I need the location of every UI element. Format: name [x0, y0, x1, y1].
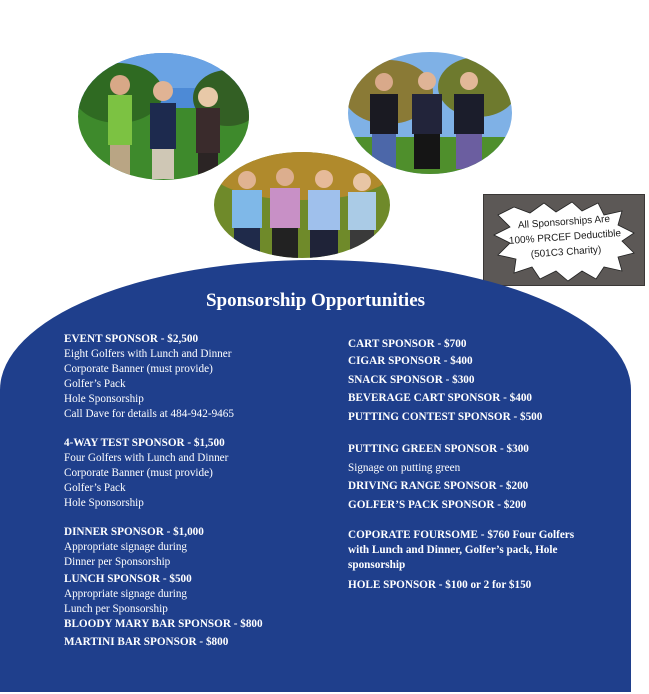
- badge-line: 100% PRCEF Deductible: [508, 228, 622, 247]
- left-column: [64, 332, 334, 650]
- event-sponsor-item: Eight Golfers with Lunch and Dinner: [64, 348, 232, 360]
- event-sponsor-item: Golfer’s Pack: [64, 378, 126, 390]
- event-sponsor-item: Hole Sponsorship: [64, 393, 144, 405]
- page-title: Sponsorship Opportunities: [205, 290, 426, 311]
- golfers-photo-right: [348, 52, 512, 174]
- event-sponsor-item: Corporate Banner (must provide): [64, 363, 213, 375]
- fourway-sponsor-item: Hole Sponsorship: [64, 497, 144, 509]
- badge-text: [499, 211, 632, 265]
- corporate-foursome-line: COPORATE FOURSOME - $760 Four Golfers: [348, 529, 575, 541]
- cart-sponsor: CART SPONSOR - $700: [348, 338, 467, 350]
- fourway-sponsor-item: Corporate Banner (must provide): [64, 467, 213, 479]
- driving-range-sponsor: DRIVING RANGE SPONSOR - $200: [348, 480, 529, 492]
- golfers-pack-sponsor: GOLFER’S PACK SPONSOR - $200: [348, 498, 527, 511]
- corporate-foursome-line: sponsorship: [348, 559, 406, 571]
- lunch-sponsor-heading: LUNCH SPONSOR - $500: [64, 573, 192, 585]
- beverage-cart-sponsor: BEVERAGE CART SPONSOR - $400: [348, 392, 533, 404]
- badge-line: (501C3 Charity): [530, 244, 602, 261]
- snack-sponsor: SNACK SPONSOR - $300: [348, 373, 475, 386]
- putting-contest-sponsor: PUTTING CONTEST SPONSOR - $500: [348, 410, 543, 423]
- badge-line: All Sponsorships Are: [517, 213, 611, 232]
- putting-green-sponsor: PUTTING GREEN SPONSOR - $300: [348, 443, 529, 455]
- event-sponsor-item: Call Dave for details at 484-942-9465: [64, 408, 234, 420]
- fourway-sponsor-item: Four Golfers with Lunch and Dinner: [64, 452, 229, 464]
- cigar-sponsor: CIGAR SPONSOR - $400: [348, 355, 473, 367]
- bloody-mary-sponsor: BLOODY MARY BAR SPONSOR - $800: [64, 618, 263, 630]
- dinner-sponsor-item: Appropriate signage during: [64, 541, 188, 553]
- martini-sponsor: MARTINI BAR SPONSOR - $800: [64, 636, 229, 648]
- dinner-sponsor-item: Dinner per Sponsorship: [64, 556, 171, 568]
- corporate-foursome-line: with Lunch and Dinner, Golfer’s pack, Hole: [348, 544, 558, 556]
- golfers-photo-center: [214, 152, 390, 258]
- fourway-sponsor-heading: 4-WAY TEST SPONSOR - $1,500: [64, 437, 225, 449]
- event-sponsor-heading: EVENT SPONSOR - $2,500: [64, 333, 199, 345]
- hole-sponsor: HOLE SPONSOR - $100 or 2 for $150: [348, 579, 532, 591]
- dinner-sponsor-heading: DINNER SPONSOR - $1,000: [64, 526, 204, 538]
- tax-deductible-badge: [483, 194, 645, 286]
- fourway-sponsor-item: Golfer’s Pack: [64, 482, 126, 494]
- right-column: [348, 336, 618, 595]
- lunch-sponsor-item: Appropriate signage during: [64, 588, 188, 600]
- golfers-photo-left: [78, 53, 249, 180]
- putting-green-note: Signage on putting green: [348, 461, 461, 474]
- lunch-sponsor-item: Lunch per Sponsorship: [64, 603, 168, 615]
